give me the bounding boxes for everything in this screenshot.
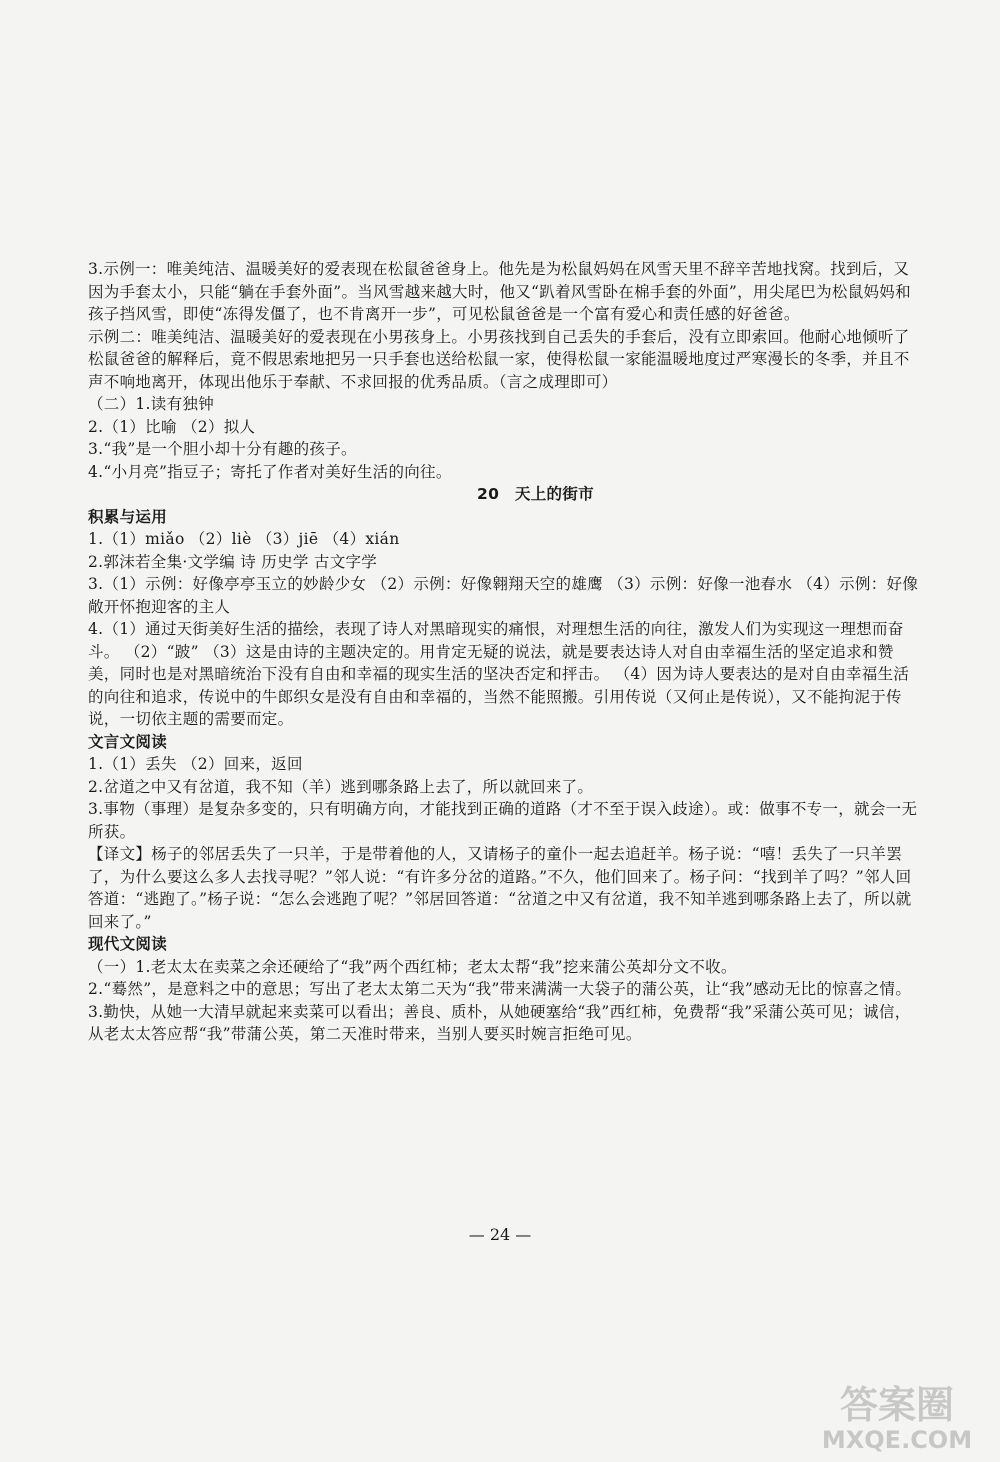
watermark-logo: [802, 1374, 992, 1456]
paragraph: 【译文】杨子的邻居丢失了一只羊，于是带着他的人，又请杨子的童仆一起去追赶羊。杨子说：“嘻！丢失了一只羊罢了，为什么要这么多人去找寻呢？”邻人说：“有许多分岔的道路。”不久，他们回来了。杨子问：“找到羊了吗？”邻人回答道：“逃跑了。”杨子说：“怎么会逃跑了呢？”邻居回答道：“岔道之中又有岔道，我不知羊逃到哪条路上去了，所以就回来了。”: [88, 845, 912, 931]
paragraph: 4.“小月亮”指豆子；寄托了作者对美好生活的向往。: [88, 462, 452, 481]
paragraph: 3.“我”是一个胆小却十分有趣的孩子。: [88, 440, 357, 458]
paragraph: 1.（1）miǎo （2）liè （3）jiē （4）xián: [88, 530, 400, 548]
chapter-name: 天上的街市: [514, 485, 594, 503]
section-heading: 文言文阅读: [88, 732, 168, 751]
paragraph: 2.（1）比喻 （2）拟人: [88, 417, 256, 436]
chapter-number: 20: [477, 485, 500, 503]
watermark-text: 答案圈: [839, 1383, 955, 1427]
page-content: [88, 258, 923, 1046]
page-number: — 24 —: [468, 1225, 532, 1244]
paragraph: 3.（1）示例：好像亭亭玉立的妙龄少女 （2）示例：好像翱翔天空的雄鹰 （3）示例：好像一池春水 （4）示例：好像敞开怀抱迎客的主人: [88, 575, 919, 616]
paragraph: 3.事物（事理）是复杂多变的，只有明确方向，才能找到正确的道路（才不至于误入歧途）。或：做事不专一，就会一无所获。: [88, 800, 918, 841]
paragraph: 3.示例一：唯美纯洁、温暖美好的爱表现在松鼠爸爸身上。他先是为松鼠妈妈在风雪天里不辞辛苦地找窝。找到后，又因为手套太小，只能“躺在手套外面”。当风雪越来越大时，他又“趴着风雪卧在棉手套的外面”，用尖尾巴为松鼠妈妈和孩子挡风雪，即使“冻得发僵了，也不肯离开一步”，可见松鼠爸爸是一个富有爱心和责任感的好爸爸。: [88, 260, 911, 323]
section-heading: 现代文阅读: [88, 935, 168, 953]
paragraph: 2.“蓦然”，是意料之中的意思；写出了老太太第二天为“我”带来满满一大袋子的蒲公英，让“我”感动无比的惊喜之情。: [88, 980, 912, 998]
paragraph: （二）1.读有独钟: [88, 395, 214, 413]
section-heading: 积累与运用: [88, 507, 168, 526]
paragraph: 2.岔道之中又有岔道，我不知（羊）逃到哪条路上去了，所以就回来了。: [88, 777, 594, 796]
paragraph: （一）1.老太太在卖菜之余还硬给了“我”两个西红柿；老太太帮“我”挖来蒲公英却分文不收。: [88, 957, 737, 976]
paragraph: 4.（1）通过天街美好生活的描绘，表现了诗人对黑暗现实的痛恨，对理想生活的向往，激发人们为实现这一理想而奋斗。 （2）“跛” （3）这是由诗的主题决定的。用肯定无疑的说法，就是要表达诗人对自由幸福生活的坚定追求和赞美，同时也是对黑暗统治下没有自由和幸福的现实生活的坚决否定和抨击。 （4）因为诗人要表达的是对自由幸福生活的向往和追求，传说中的牛郎织女是没有自由和幸福的，当然不能照搬。引用传说（又何止是传说），又不能拘泥于传说，一切依主题的需要而定。: [88, 620, 910, 728]
chapter-title: [88, 483, 923, 506]
watermark-url: MXQE.COM: [821, 1426, 973, 1454]
paragraph: 3.勤快，从她一大清早就起来卖菜可以看出；善良、质朴，从她硬塞给“我”西红柿，免费帮“我”采蒲公英可见；诚信，从老太太答应帮“我”带蒲公英，第二天准时带来，当别人要买时婉言拒绝可见。: [88, 1002, 911, 1043]
paragraph: 2.郭沫若全集·文学编 诗 历史学 古文字学: [88, 552, 378, 571]
paragraph: 示例二：唯美纯洁、温暖美好的爱表现在小男孩身上。小男孩找到自己丢失的手套后，没有立即索回。他耐心地倾听了松鼠爸爸的解释后，竟不假思索地把另一只手套也送给松鼠一家，使得松鼠一家能温暖地度过严寒漫长的冬季，并且不声不响地离开，体现出他乐于奉献、不求回报的优秀品质。（言之成理即可）: [88, 327, 910, 391]
paragraph: 1.（1）丢失 （2）回来，返回: [88, 755, 303, 773]
